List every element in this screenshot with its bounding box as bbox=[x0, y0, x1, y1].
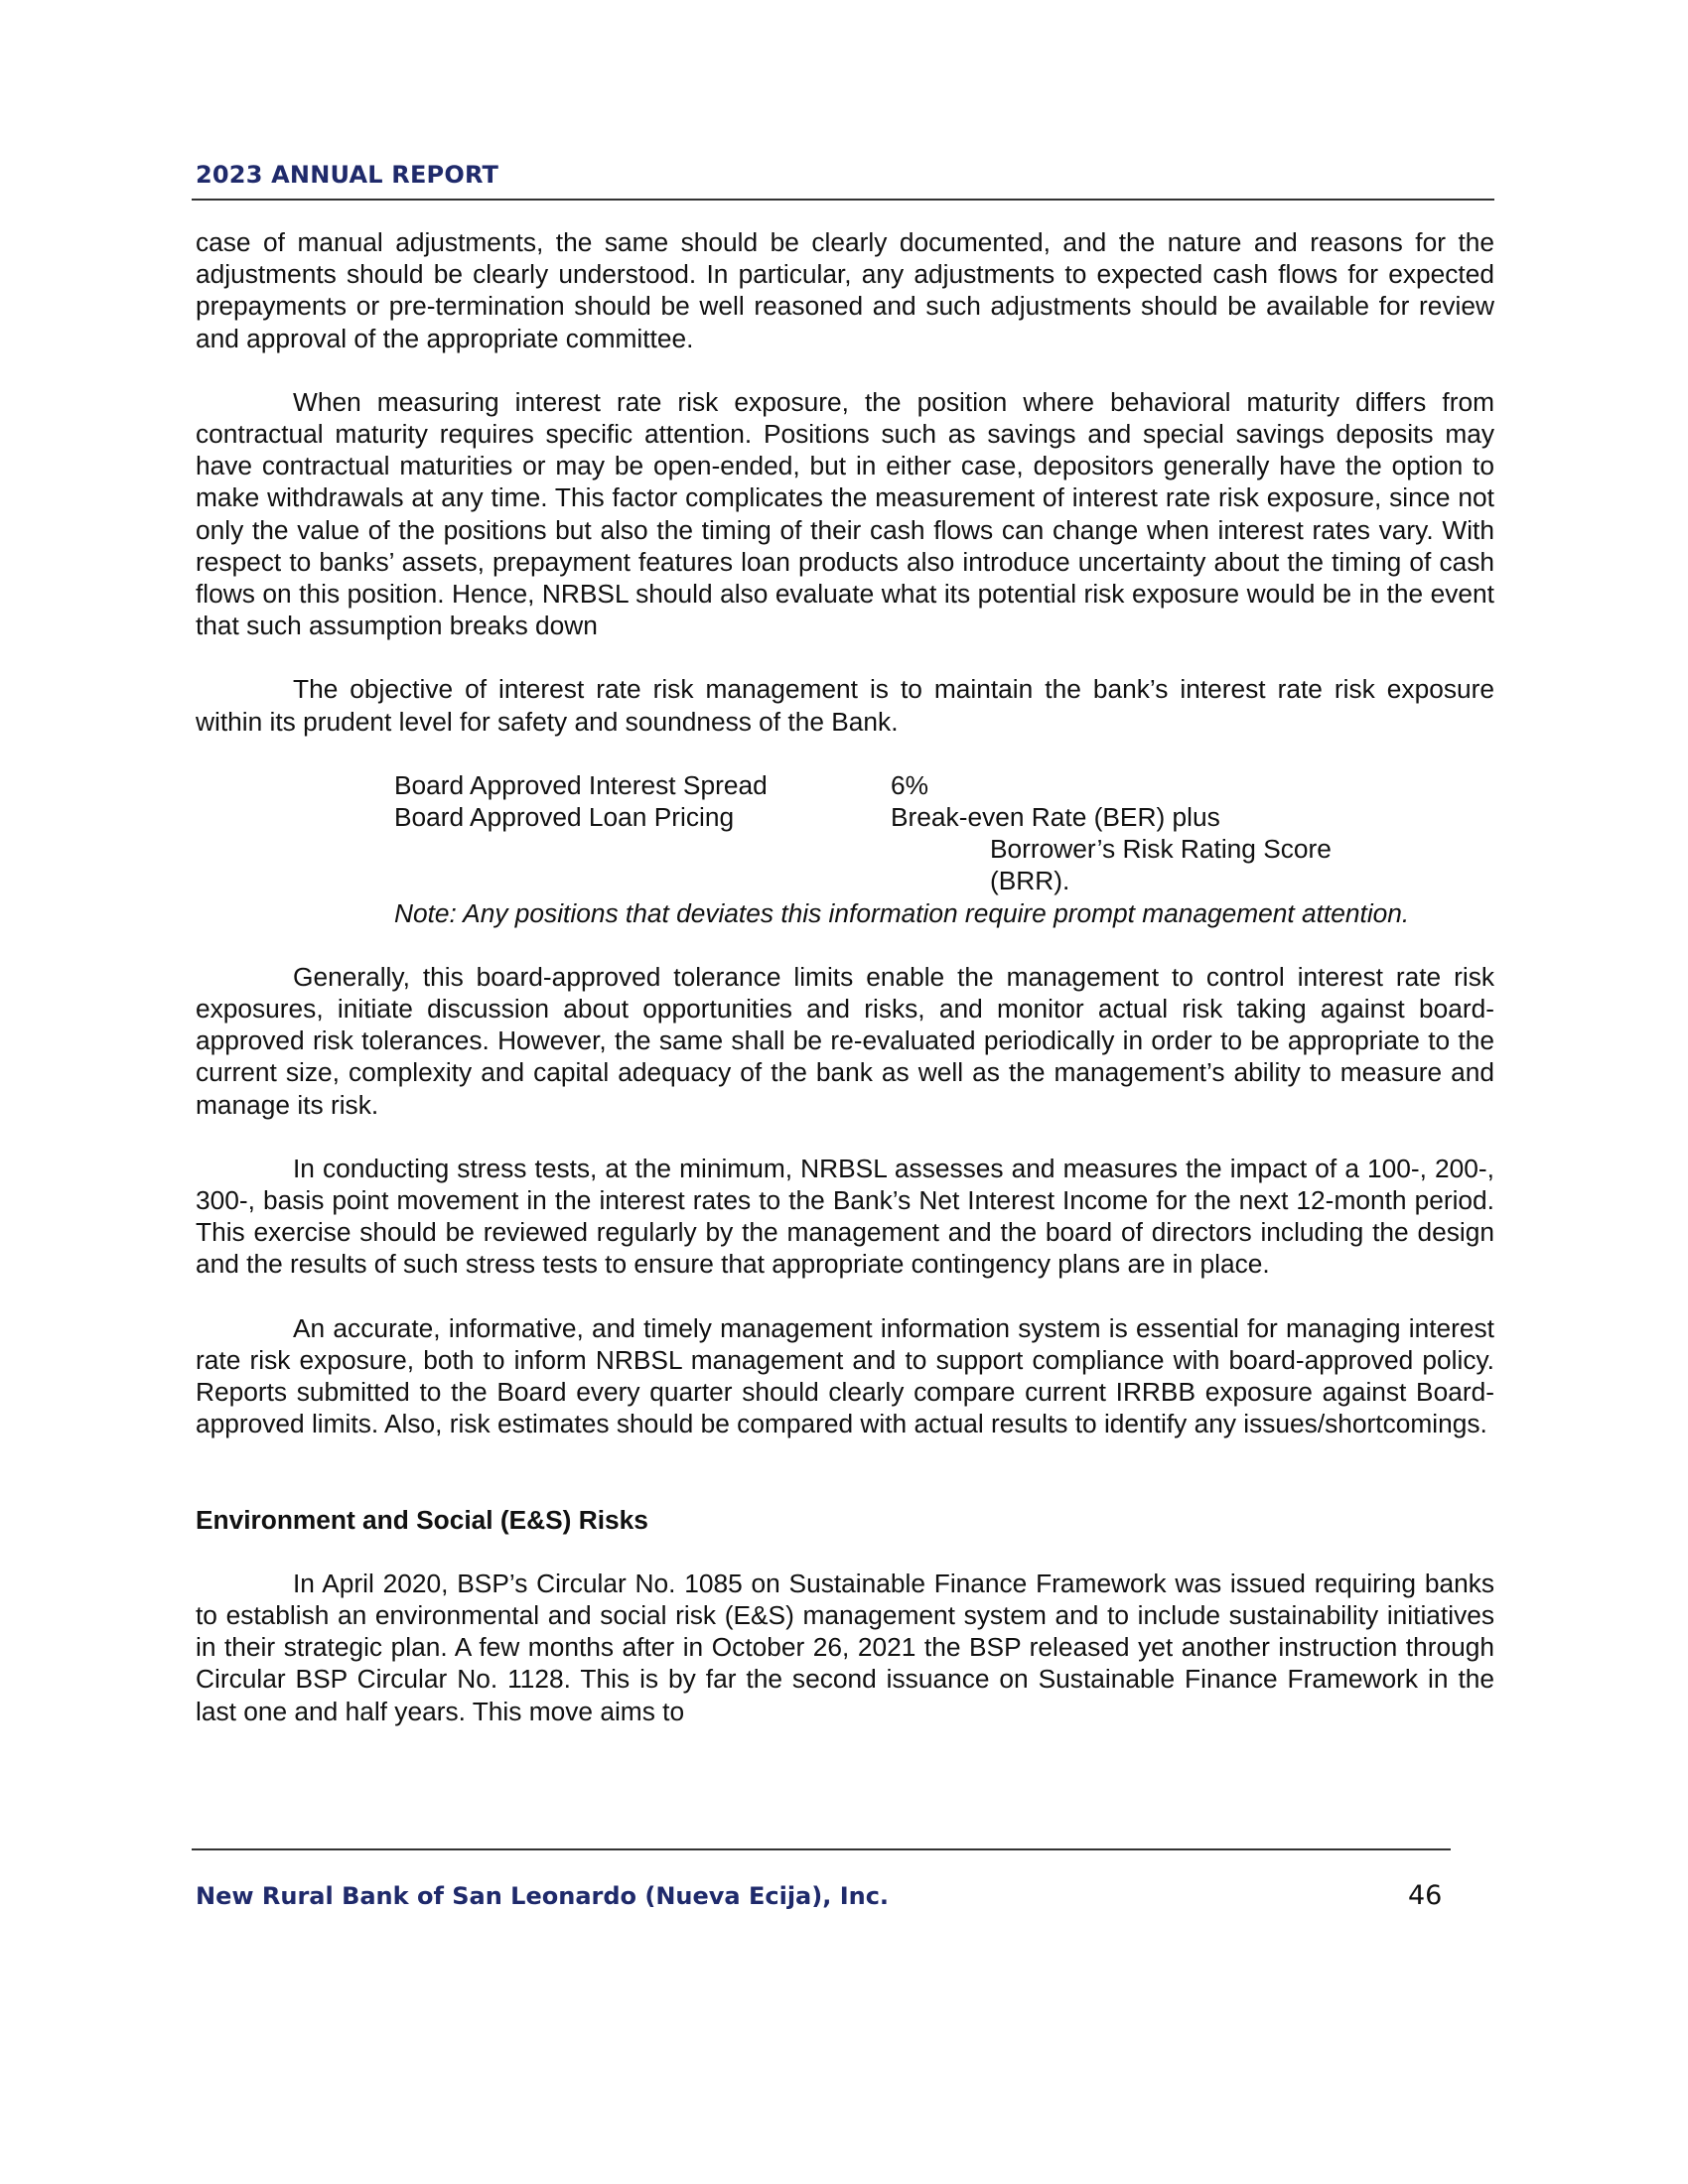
interest-spread-label: Board Approved Interest Spread bbox=[394, 769, 768, 800]
loan-pricing-row bbox=[394, 801, 1494, 833]
loan-pricing-label: Board Approved Loan Pricing bbox=[394, 802, 735, 833]
paragraph-es-circular: In April 2020, BSP’s Circular No. 1085 on Sustainable Finance Framework was issued requiring banks to establish an environmental and social risk (E&S) management system and to include sustainability initiatives in their strategic plan. A few months after in October 26, 2021 the BSP released yet another instruction through Circular BSP Circular No. 1128. This is by far the second issuance on Sustainable Finance Framework in the last one and half years. This move aims to bbox=[196, 1568, 1494, 1726]
paragraph-manual-adjustments: case of manual adjustments, the same should be clearly documented, and the nature and reasons for the adjustments should be clearly understood. In particular, any adjustments to expected cash flows for expected prepayments or pre-termination should be well reasoned and such adjustments should be available for review and approval of the appropriate committee. bbox=[196, 227, 1494, 353]
footer-bank-name: New Rural Bank of San Leonardo (Nueva Ecija), Inc. bbox=[196, 1882, 890, 1910]
interest-spread-value: 6% bbox=[891, 769, 929, 800]
interest-spread-row bbox=[394, 769, 1494, 801]
paragraph-irr-objective: The objective of interest rate risk management is to maintain the bank’s interest rate risk exposure within its prudent level for safety and soundness of the Bank. bbox=[196, 674, 1494, 737]
footer-divider bbox=[192, 1848, 1451, 1850]
paragraph-stress-tests: In conducting stress tests, at the minimum, NRBSL assesses and measures the impact of a 100-, 200-, 300-, basis point movement in the interest rates to the Bank’s Net Interest Income for the next 12-month period. This exercise should be reviewed regularly by the management and the board of directors including the design and the results of such stress tests to ensure that appropriate contingency plans are in place. bbox=[196, 1153, 1494, 1280]
section-heading-es-risks: Environment and Social (E&S) Risks bbox=[196, 1504, 648, 1535]
report-title: 2023 ANNUAL REPORT bbox=[196, 161, 499, 189]
board-limits-list bbox=[394, 769, 1494, 897]
loan-pricing-value-cont-2: (BRR). bbox=[990, 866, 1070, 896]
paragraph-behavioral-maturity: When measuring interest rate risk exposure, the position where behavioral maturity differs from contractual maturity requires specific attention. Positions such as savings and special savings deposits may have contractual maturities or may be open-ended, but in either case, depositors generally have the option to make withdrawals at any time. This factor complicates the measurement of interest rate risk exposure, since not only the value of the positions but also the timing of their cash flows can change when interest rates vary. With respect to banks’ assets, prepayment features loan products also introduce uncertainty about the timing of cash flows on this position. Hence, NRBSL should also evaluate what its potential risk exposure would be in the event that such assumption breaks down bbox=[196, 386, 1494, 641]
loan-pricing-value-cont-1: Borrower’s Risk Rating Score bbox=[990, 834, 1332, 865]
management-note: Note: Any positions that deviates this information require prompt management attention. bbox=[394, 897, 1410, 928]
paragraph-mis: An accurate, informative, and timely management information system is essential for managing interest rate risk exposure, both to inform NRBSL management and to support compliance with board-approved policy. Reports submitted to the Board every quarter should clearly compare current IRRBB exposure against Board-approved limits. Also, risk estimates should be compared with actual results to identify any issues/shortcomings. bbox=[196, 1312, 1494, 1439]
loan-pricing-value: Break-even Rate (BER) plus bbox=[891, 802, 1220, 833]
page-number: 46 bbox=[1408, 1880, 1443, 1911]
paragraph-tolerance-limits: Generally, this board-approved tolerance limits enable the management to control interest rate risk exposures, initiate discussion about opportunities and risks, and monitor actual risk taking against board-approved risk tolerances. However, the same shall be re-evaluated periodically in order to be appropriate to the current size, complexity and capital adequacy of the bank as well as the management’s ability to measure and manage its risk. bbox=[196, 961, 1494, 1120]
header-divider bbox=[192, 199, 1494, 201]
page-body bbox=[196, 226, 1494, 1727]
